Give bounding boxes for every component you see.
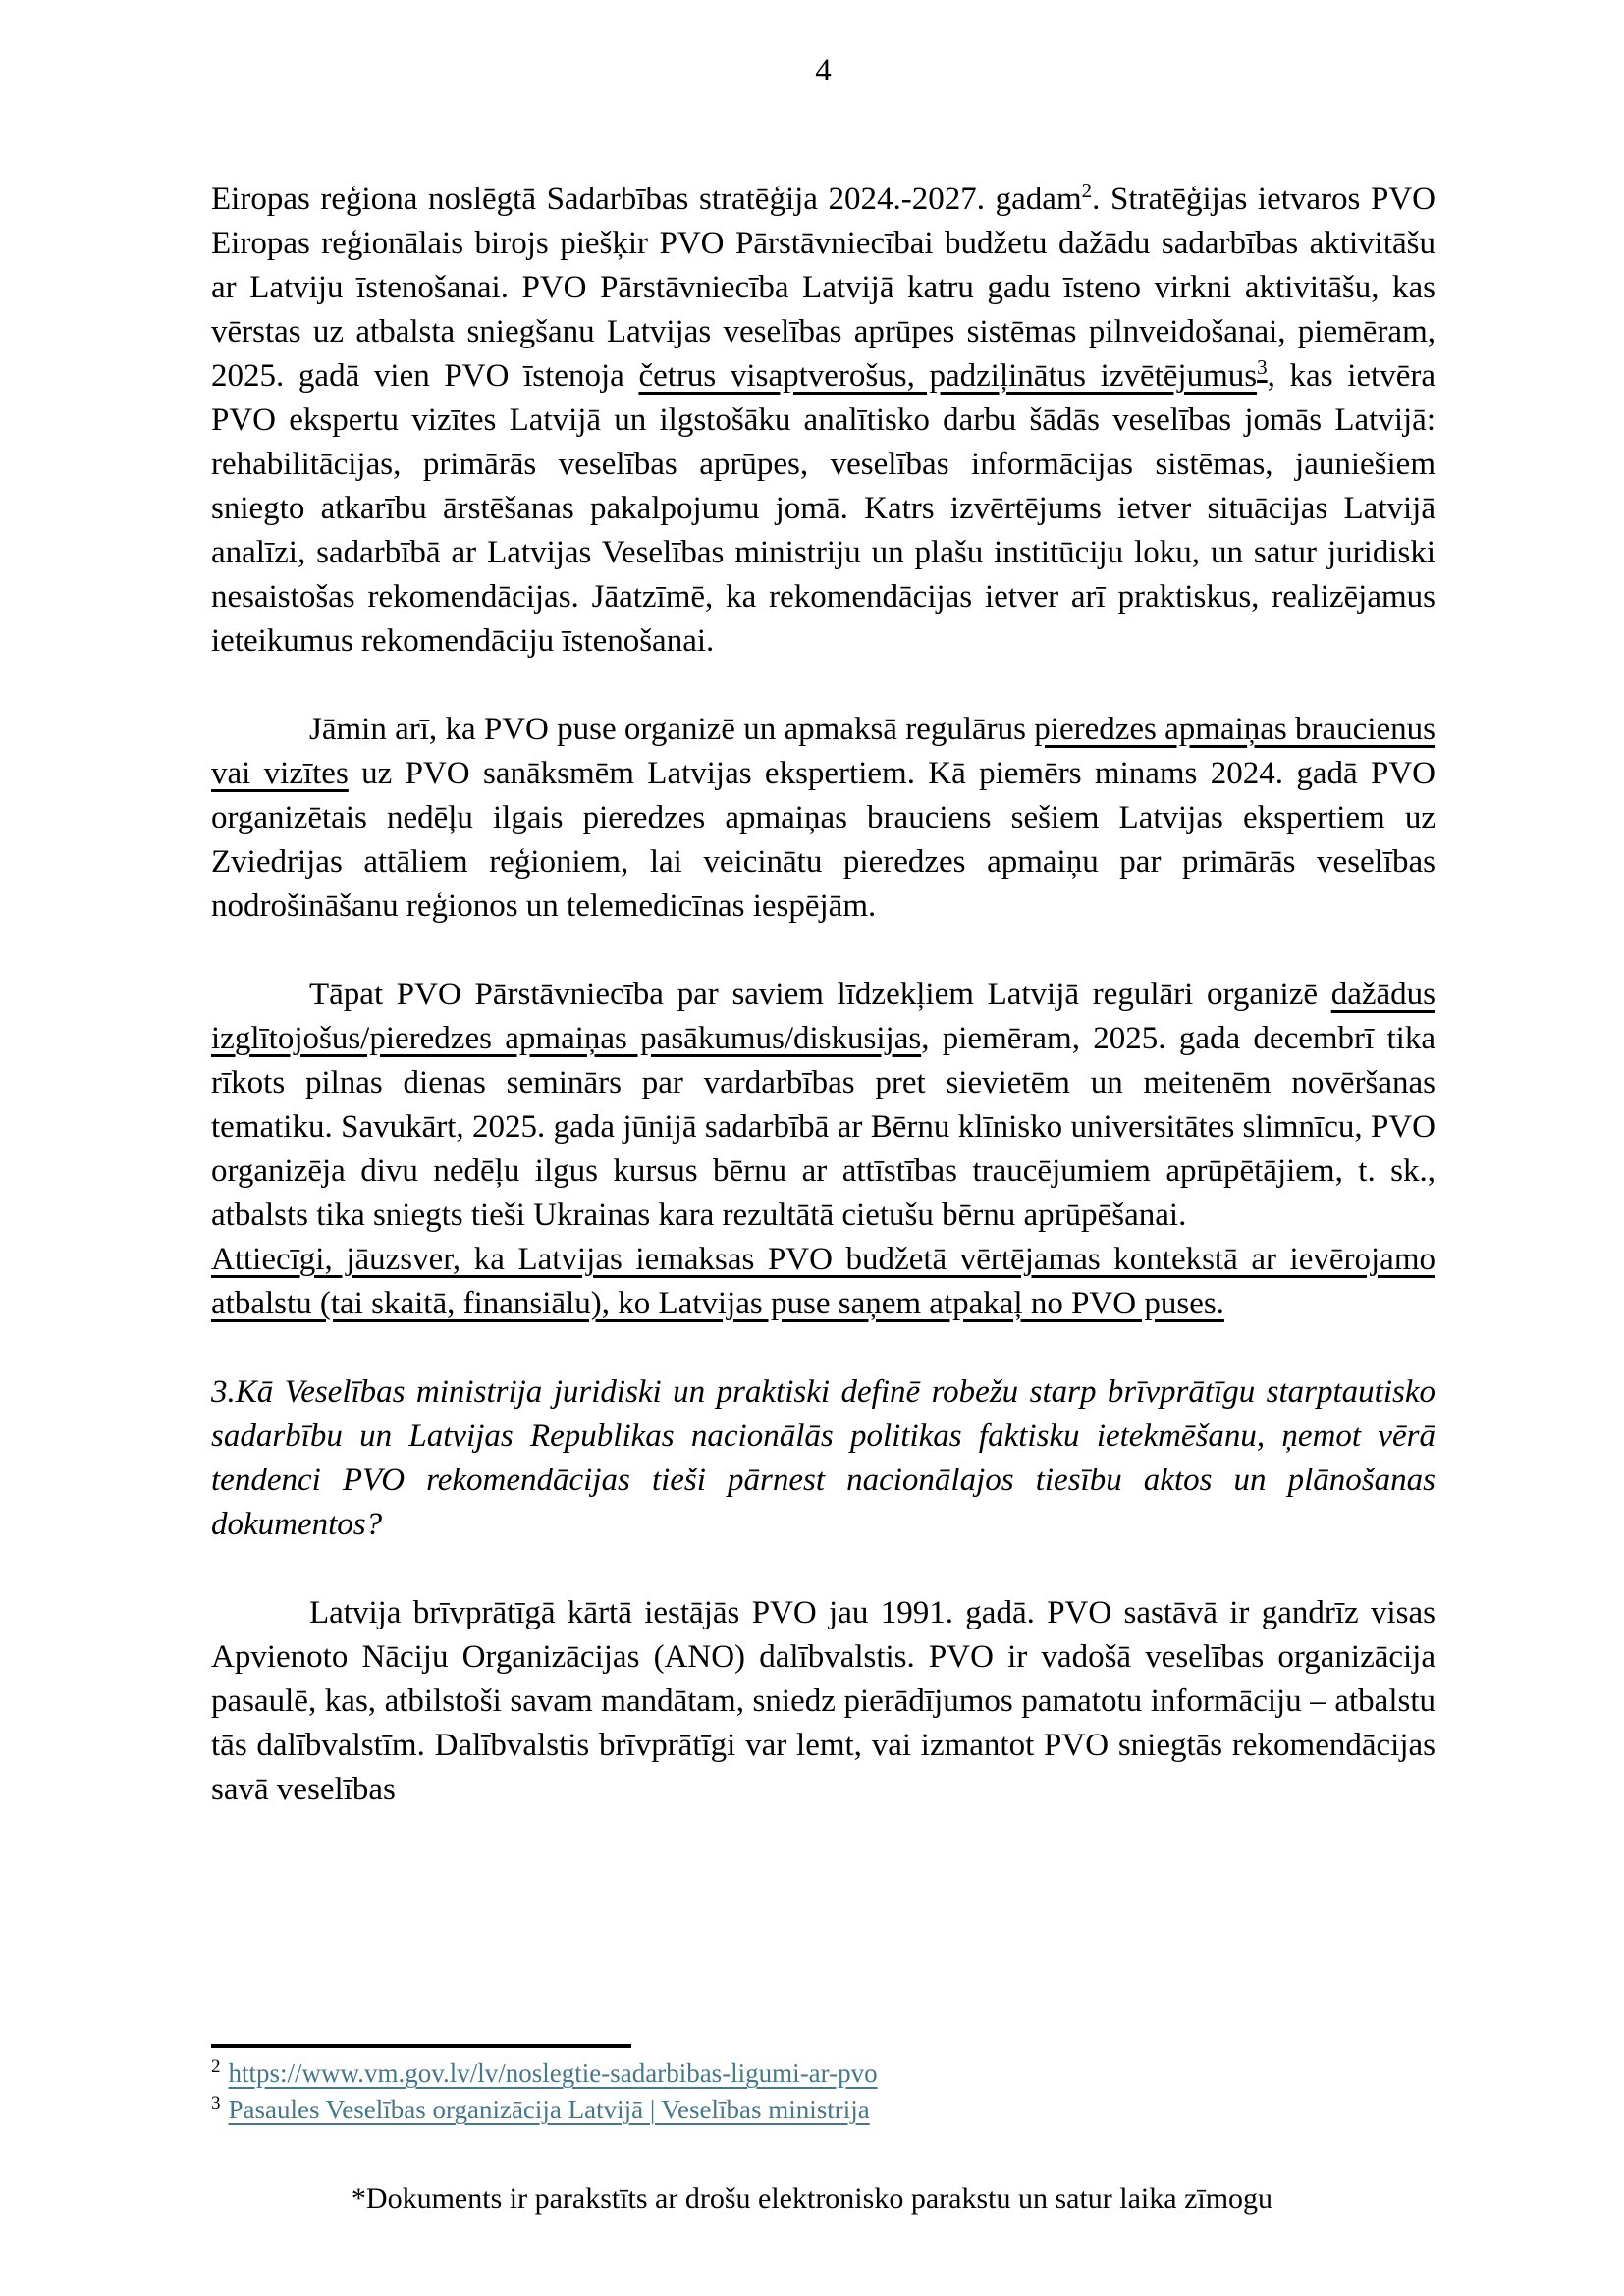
paragraph-cooperation-strategy [211,178,1435,664]
footnotes-section [211,2044,1435,2128]
paragraph-who-membership [211,1591,1435,1812]
text-run: Jāmin arī, ka PVO puse organizē un apmaksā regulārus [309,712,1035,747]
text-run: , piemēram, 2025. gada decembrī tika rīkots pilnas dienas seminārs par vardarbības pret sievietēm un meitenēm novēršanas tematiku. Savukārt, 2025. gada jūnijā sadarbībā ar Bērnu klīnisko universitātes slimnīcu, PVO organizēja divu nedēļu ilgus kursus bērnu ar attīstības traucējumiem aprūpētājiem, t. sk., atbalsts tika sniegts tieši Ukrainas kara rezultātā cietušu bērnu aprūpēšanai. [211,1021,1436,1233]
text-run: uz PVO sanāksmēm Latvijas ekspertiem. Kā piemērs minams 2024. gadā PVO organizētais nedēļu ilgais pieredzes apmaiņas brauciens sešiem Latvijas ekspertiem uz Zviedrijas attāliem reģioniem, lai veicinātu pieredzes apmaiņu par primārās veselības nodrošināšanu reģionos un telemedicīnas iespējām. [211,756,1435,924]
text-run: pieredzes apmaiņas braucienus vai vizītes [211,712,1435,791]
text-run: dažādus izglītojošus/pieredzes apmaiņas pasākumus/diskusijas [211,977,1435,1056]
text-run: . Stratēģijas ietvaros PVO Eiropas reģionālais birojs piešķir PVO Pārstāvniecībai budžetu dažādu sadarbības aktivitāšu ar Latviju īstenošanai. PVO Pārstāvniecība Latvijā katru gadu īsteno virkni aktivitāšu, kas vērstas uz atbalsta sniegšanu Latvijas veselības aprūpes sistēmas pilnveidošanai, piemēram, 2025. gadā vien PVO īstenoja [211,182,1436,394]
text-run: 3.Kā Veselības ministrija juridiski un praktiski definē robežu starp brīvprātīgu starptautisko sadarbību un Latvijas Republikas nacionālās politikas faktisku ietekmēšanu, ņemot vērā tendenci PVO rekomendācijas tieši pārnest nacionālajos tiesību aktos un plānošanas dokumentos? [211,1374,1435,1542]
paragraph-events-discussions [211,973,1435,1238]
paragraph-contributions-statement [211,1238,1435,1326]
footnote-reference: 2 [1081,179,1093,202]
text-run: Attiecīgi, jāuzsver, ka Latvijas iemaksas PVO budžetā vērtējamas kontekstā ar ievērojamo atbalstu (tai skaitā, finansiālu), ko Latvijas puse saņem atpakaļ no PVO puses. [211,1242,1435,1321]
text-run: Tāpat PVO Pārstāvniecība par saviem līdzekļiem Latvijā regulāri organizē [309,977,1331,1012]
text-run: , kas ietvēra PVO ekspertu vizītes Latvijā un ilgstošāku analītisko darbu šādās veselības jomās Latvijā: rehabilitācijas, primārās veselības aprūpes, veselības informācijas sistēmas, jauniešiem sniegto atkarību ārstēšanas pakalpojumu jomā. Katrs izvērtējums ietver situācijas Latvijā analīzi, sadarbībā ar Latvijas Veselības ministriju un plašu institūciju loku, un satur juridiski nesaistošas rekomendācijas. Jāatzīmē, ka rekomendācijas ietver arī praktiskus, realizējamus ieteikumus rekomendāciju īstenošanai. [211,358,1436,659]
footnote-marker-3: 3 [211,2093,221,2113]
footnote-reference: 3 [1257,355,1268,379]
footnote-separator [211,2044,631,2048]
document-body [211,178,1435,1812]
text-run: Eiropas reģiona noslēgtā Sadarbības stratēģija 2024.-2027. gadam [211,182,1082,217]
footnote-marker-2: 2 [211,2056,221,2077]
page-number: 4 [815,53,832,88]
footnote-link-pvo-latvija[interactable]: Pasaules Veselības organizācija Latvijā | Veselības ministrija [228,2095,870,2124]
text-run: Latvija brīvprātīgā kārtā iestājās PVO jau 1991. gadā. PVO sastāvā ir gandrīz visas Apvienoto Nāciju Organizācijas (ANO) dalībvalstis. PVO ir vadošā veselības organizācija pasaulē, kas, atbilstoši savam mandātam, sniedz pierādījumos pamatotu informāciju – atbalstu tās dalībvalstīm. Dalībvalstis brīvprātīgi var lemt, vai izmantot PVO sniegtās rekomendācijas savā veselības [211,1595,1435,1807]
signature-note: *Dokuments ir parakstīts ar drošu elektronisko parakstu un satur laika zīmogu [351,2182,1273,2215]
footnote-3 [211,2092,1435,2128]
paragraph-question-3 [211,1370,1435,1547]
text-run: četrus visaptverošus, padziļinātus izvētējumus [638,358,1258,394]
paragraph-experience-exchange [211,708,1435,929]
footnote-2 [211,2056,1435,2092]
footnote-link-vm-gov[interactable]: https://www.vm.gov.lv/lv/noslegtie-sadarbibas-ligumi-ar-pvo [228,2058,878,2088]
